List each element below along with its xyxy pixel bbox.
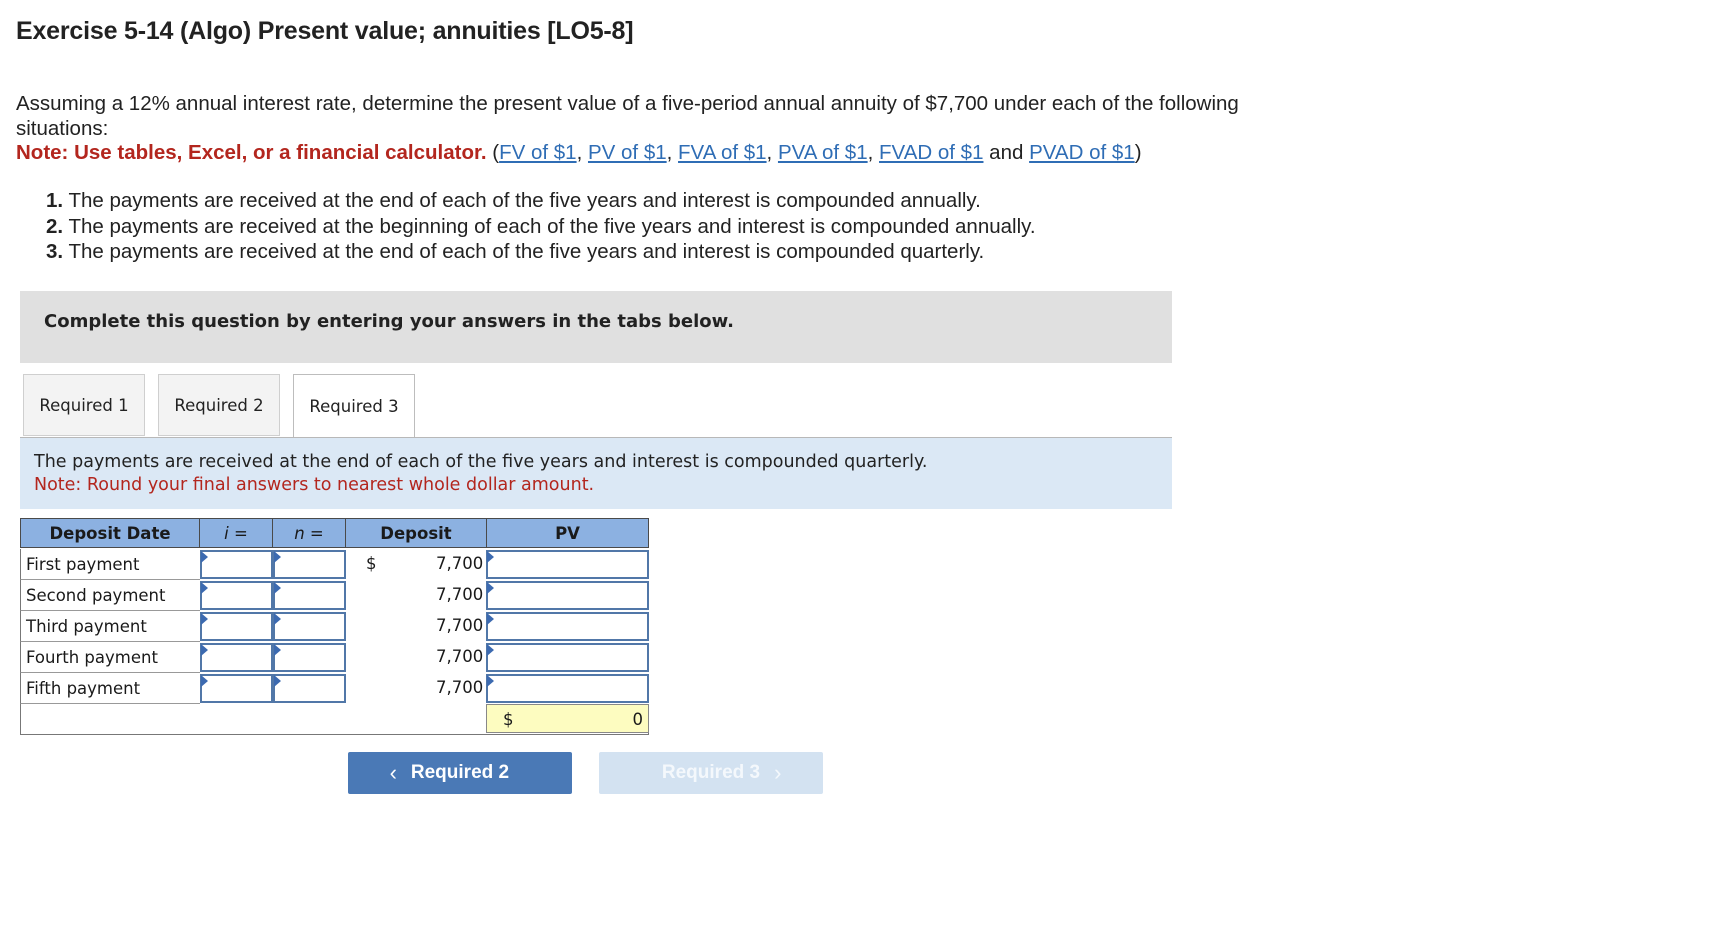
deposit-value: 7,700 [436, 585, 484, 604]
deposit-value: 7,700 [436, 678, 484, 697]
i-input[interactable] [200, 550, 273, 579]
requirement-text: The payments are received at the beginning of each of the five years and interest is compounded annually. [68, 214, 1036, 238]
deposit-currency: $ [366, 554, 377, 573]
requirement-number: 3. [46, 240, 64, 263]
row-label: First payment [20, 549, 200, 580]
link-fva[interactable]: FVA of $1 [678, 141, 767, 164]
total-pv-value: 0 [632, 710, 643, 729]
i-input[interactable] [200, 581, 273, 610]
i-input[interactable] [200, 643, 273, 672]
deposit-value: 7,700 [436, 647, 484, 666]
link-fvad[interactable]: FVAD of $1 [879, 141, 984, 164]
instruction-box [20, 291, 1172, 363]
header-deposit-date: Deposit Date [20, 518, 200, 548]
prev-button-label: Required 2 [410, 762, 510, 783]
i-input[interactable] [200, 612, 273, 641]
n-input[interactable] [273, 612, 346, 641]
page-title: Exercise 5-14 (Algo) Present value; annuities [LO5-8] [16, 17, 634, 45]
row-label: Fourth payment [20, 642, 200, 673]
tab-required-2[interactable]: Required 2 [158, 374, 280, 436]
note-sep: , [576, 141, 588, 164]
note-and: and [983, 141, 1030, 164]
deposit-value: 7,700 [436, 554, 484, 573]
note-close-paren: ) [1134, 141, 1142, 164]
requirement-text: The payments are received at the end of each of the five years and interest is compounded annually. [68, 189, 981, 212]
header-n [272, 518, 346, 548]
row-label: Fifth payment [20, 673, 200, 704]
requirement-text: The payments are received at the end of each of the five years and interest is compounded quarterly. [68, 240, 985, 263]
link-fv[interactable]: FV of $1 [499, 141, 577, 164]
intro-text: Assuming a 12% annual interest rate, determine the present value of a five-period annual annuity of $7,700 under each of the following situations: [16, 92, 1239, 140]
link-pva[interactable]: PVA of $1 [777, 141, 868, 164]
header-pv: PV [486, 518, 649, 548]
note-sep: , [766, 141, 778, 164]
chevron-left-icon: ‹ [389, 760, 397, 785]
next-button-label: Required 3 [661, 762, 761, 783]
note-line [16, 141, 1142, 165]
deposit-value: 7,700 [436, 616, 484, 635]
note-sep: , [666, 141, 679, 164]
tab-required-1[interactable]: Required 1 [23, 374, 145, 436]
i-input[interactable] [200, 674, 273, 703]
total-pv-cell [486, 704, 649, 733]
header-i-label: i = [224, 523, 248, 543]
note-open-paren: ( [492, 141, 500, 164]
row-label: Third payment [20, 611, 200, 642]
requirement-item [46, 188, 1036, 214]
n-input[interactable] [273, 643, 346, 672]
header-deposit: Deposit [345, 518, 487, 548]
link-pv[interactable]: PV of $1 [587, 141, 667, 164]
requirement-item [46, 239, 1036, 265]
row-label: Second payment [20, 580, 200, 611]
panel-header [20, 438, 1172, 509]
panel-note: Note: Round your final answers to nearest whole dollar amount. [34, 475, 595, 495]
requirement-item [46, 214, 1036, 240]
chevron-right-icon: › [774, 760, 782, 785]
requirement-number: 1. [46, 189, 64, 212]
header-n-label: n = [294, 523, 324, 543]
panel-description: The payments are received at the end of each of the five years and interest is compounded quarterly. [34, 452, 928, 472]
requirements-list [46, 188, 1036, 265]
pv-input[interactable] [486, 550, 649, 579]
note-label: Note: Use tables, Excel, or a financial calculator. [16, 141, 487, 164]
pv-input[interactable] [486, 674, 649, 703]
total-currency: $ [503, 710, 514, 729]
pv-input[interactable] [486, 612, 649, 641]
requirement-number: 2. [46, 214, 64, 238]
link-pvad[interactable]: PVAD of $1 [1029, 141, 1135, 164]
n-input[interactable] [273, 674, 346, 703]
note-sep: , [867, 141, 880, 164]
n-input[interactable] [273, 550, 346, 579]
tab-required-3[interactable]: Required 3 [293, 374, 415, 438]
next-required-button[interactable] [599, 752, 823, 794]
n-input[interactable] [273, 581, 346, 610]
pv-input[interactable] [486, 643, 649, 672]
pv-input[interactable] [486, 581, 649, 610]
prev-required-button[interactable] [348, 752, 572, 794]
header-i [199, 518, 273, 548]
instruction-text: Complete this question by entering your answers in the tabs below. [44, 311, 734, 332]
